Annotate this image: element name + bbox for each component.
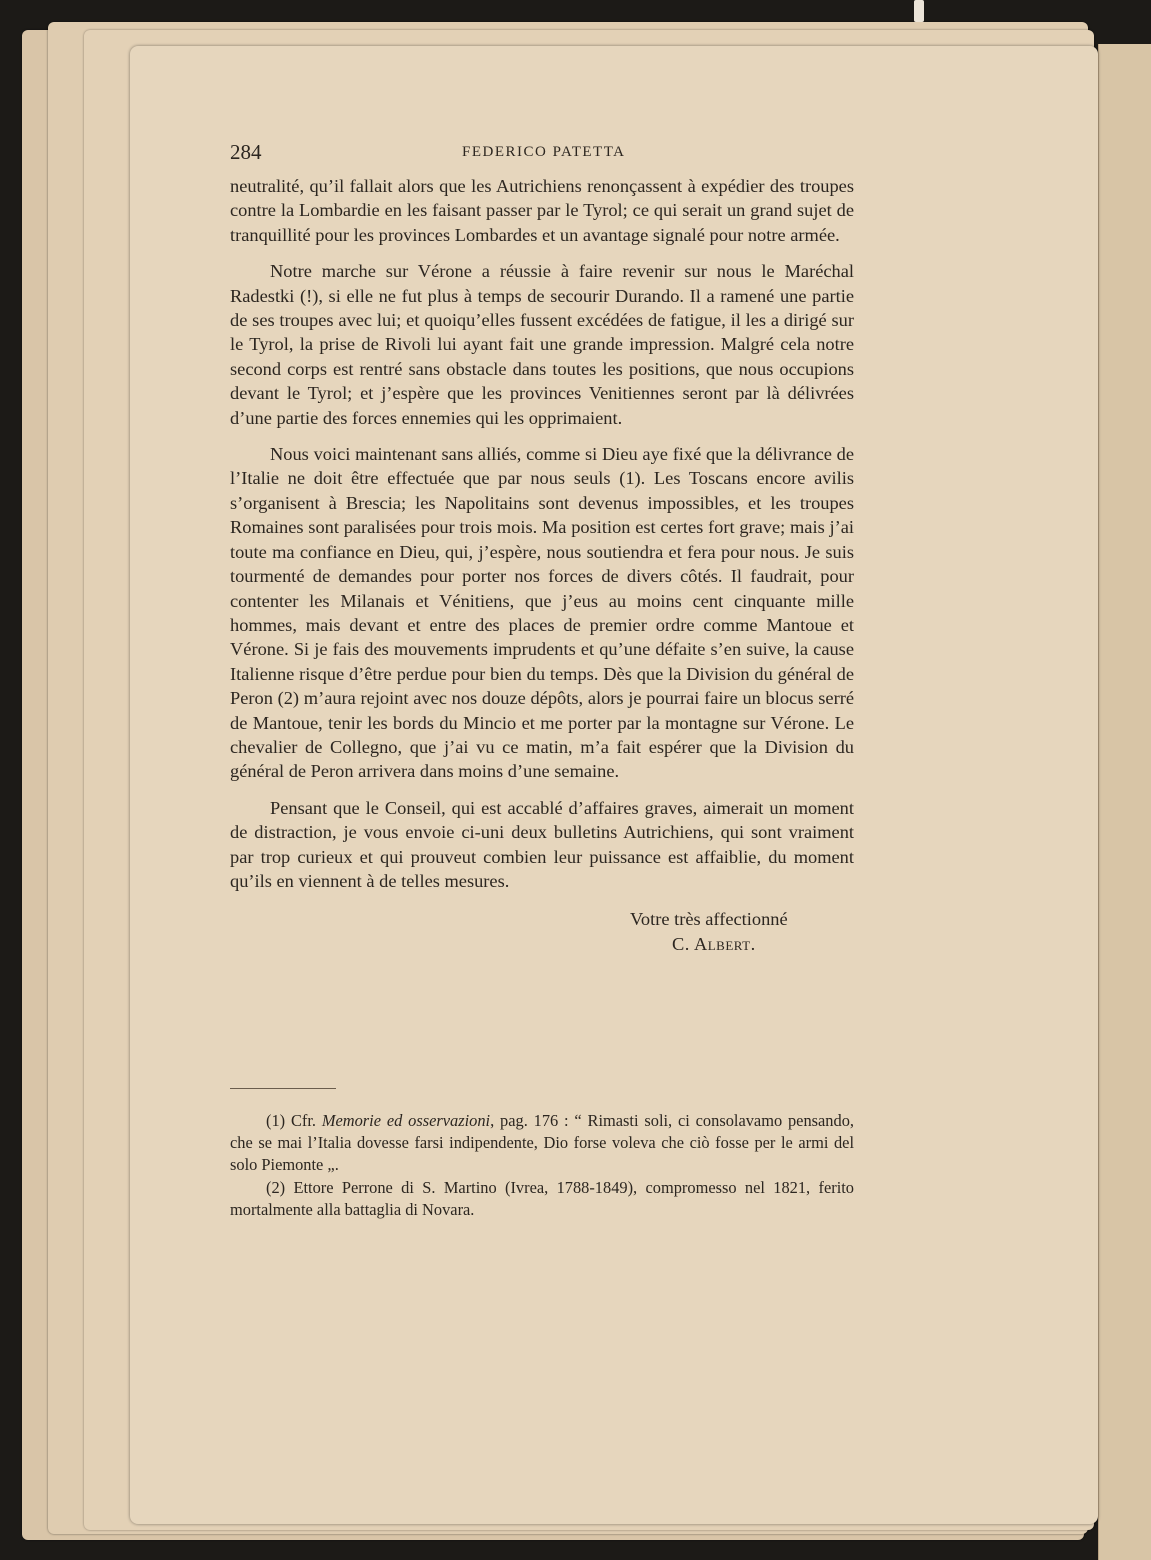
footnote-divider bbox=[230, 1088, 336, 1089]
facing-page-edge bbox=[1098, 44, 1151, 1560]
letter-body bbox=[230, 174, 854, 956]
footnotes bbox=[230, 1110, 854, 1221]
paragraph: Notre marche sur Vérone a réussie à faire revenir sur nous le Maréchal Radestki (!), si elle ne fut plus à temps de secourir Durando. Il a ramené une partie de ses troupes avec lui; et quoiqu’elles fussent excédées de fatigue, il les a dirigé sur le Tyrol, la prise de Rivoli lui ayant fait une grande impression. Malgré cela notre second corps est rentré sans obstacle dans toutes les positions, que nous occupions devant le Tyrol; et j’espère que les provinces Venitiennes seront par là délivrées d’une partie des forces ennemies qui les opprimaient. bbox=[230, 261, 854, 428]
running-head: FEDERICO PATETTA bbox=[462, 144, 626, 160]
page-header bbox=[230, 140, 850, 166]
page-number: 284 bbox=[230, 140, 262, 164]
footnote-1-prefix: (1) Cfr. bbox=[266, 1111, 322, 1130]
footnote-1 bbox=[230, 1110, 854, 1176]
paragraph: Nous voici maintenant sans alliés, comme si Dieu aye fixé que la délivrance de l’Italie ne doit être effectuée que par nous seuls (1). Les Toscans encore avilis s’organisent à Brescia; les Napolitains sont devenus impossibles, et les troupes Romaines sont paralisées pour trois mois. Ma position est certes fort grave; mais j’ai toute ma confiance en Dieu, qui, j’espère, nous soutiendra et fera pour nous. Je suis tourmenté de demandes pour porter nos forces de divers côtés. Il faudrait, pour contenter les Milanais et Vénitiens, que j’eus au moins cent cinquante mille hommes, mais devant et entre des places de premier ordre comme Mantoue et Vérone. Si je fais des mouvements imprudents et qu’une défaite s’en suive, la cause Italienne risque d’être perdue pour bien du temps. Dès que la Division du général de Peron (2) m’aura rejoint avec nos douze dépôts, alors je pourrai faire un blocus serré de Mantoue, tenir les bords du Mincio et me porter par la montagne sur Vérone. Le chevalier de Collegno, que j’ai vu ce matin, m’a fait espérer que la Division du général de Peron arrivera dans moins d’une semaine. bbox=[230, 444, 854, 782]
paragraph: neutralité, qu’il fallait alors que les Autrichiens renonçassent à expédier des troupes contre la Lombardie en les faisant passer par le Tyrol; ce qui serait un grand sujet de tranquillité pour les provinces Lombardes et un avantage signalé pour notre armée. bbox=[230, 176, 854, 245]
signature: C. Albert. bbox=[672, 933, 756, 954]
footnote-1-rest: , pag. 176 : “ Rimasti soli, ci consolavamo pensando, che se mai l’Italia dovesse farsi indipendente, Dio forse voleva che ciò fosse per le armi del solo Piemonte „. bbox=[230, 1111, 854, 1174]
paragraph: Pensant que le Conseil, qui est accablé d’affaires graves, aimerait un moment de distraction, je vous envoie ci-uni deux bulletins Autrichiens, qui sont vraiment par trop curieux et qui prouveut combien leur puissance est affaiblie, du moment qu’ils en viennent à de telles mesures. bbox=[230, 797, 854, 891]
footnote-2: (2) Ettore Perrone di S. Martino (Ivrea, 1788-1849), compromesso nel 1821, ferito mortalmente alla battaglia di Novara. bbox=[230, 1178, 854, 1219]
footnote-1-title: Memorie ed osservazioni bbox=[321, 1111, 491, 1130]
binding-thread bbox=[914, 0, 924, 22]
closing-salutation: Votre très affectionné bbox=[630, 909, 788, 930]
letter-closing bbox=[230, 907, 854, 956]
